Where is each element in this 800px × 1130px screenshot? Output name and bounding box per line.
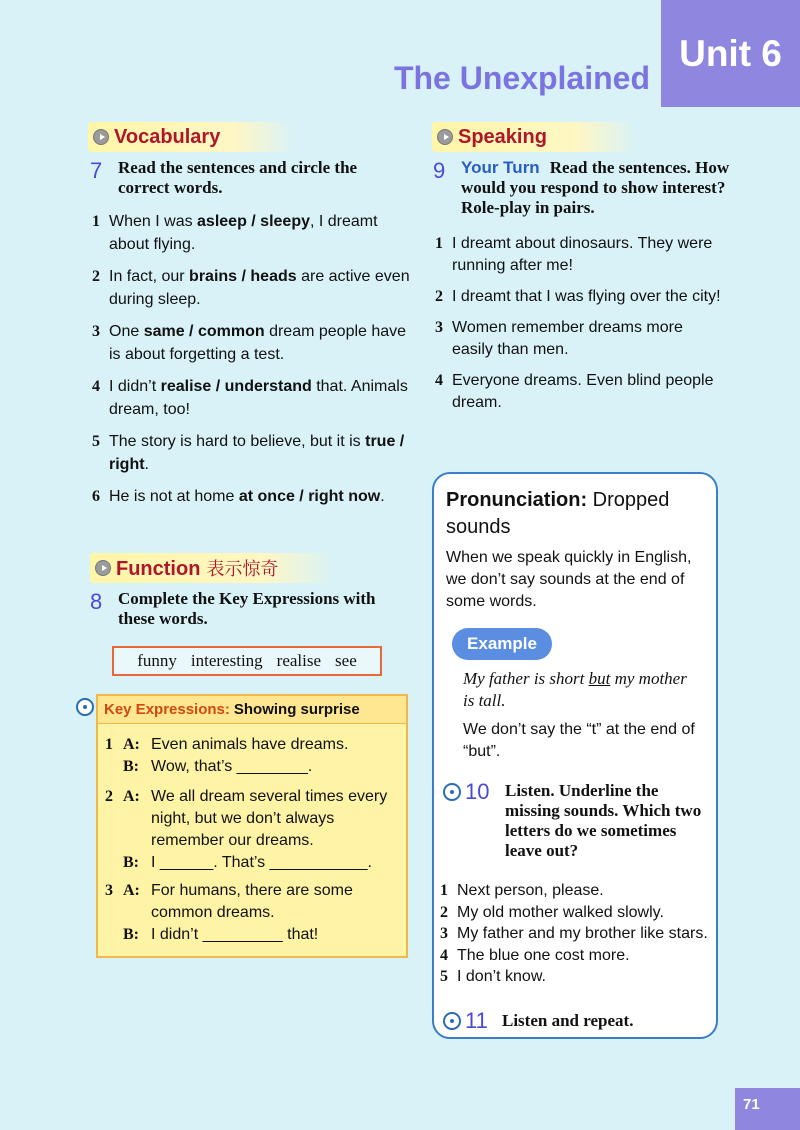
item-number: 4: [92, 378, 100, 395]
exercise-instruction: Read the sentences. How would you respond to show interest? Role-play in pairs.: [461, 158, 730, 217]
key-expressions-title: Showing surprise: [233, 701, 360, 718]
list-item: [440, 902, 716, 924]
exercise-number: 9: [433, 158, 446, 183]
list-item: [92, 485, 412, 508]
list-item: [435, 370, 727, 414]
word-choice[interactable]: realise / understand: [160, 378, 312, 395]
list-item: [92, 265, 412, 311]
exercise-number: 8: [90, 589, 103, 614]
item-text: He is not at home: [109, 488, 239, 505]
item-text: In fact, our: [109, 268, 190, 285]
item-number: 3: [440, 925, 448, 942]
item-text: .: [144, 456, 149, 473]
item-number: 6: [92, 488, 100, 505]
audio-cd-icon[interactable]: [443, 783, 461, 801]
key-expressions-box: [96, 694, 408, 958]
dialog-line: We all dream several times every night, but we don’t always remember our dreams.: [151, 788, 388, 849]
item-text: Everyone dreams. Even blind people dream.: [452, 372, 714, 411]
pronunciation-intro: When we speak quickly in English, we don’t say sounds at the end of some words.: [446, 549, 692, 610]
exercise-number: 10: [465, 779, 490, 804]
example-text: my mother is tall.: [463, 669, 687, 710]
word-bank: [112, 646, 382, 676]
speaker: B:: [123, 854, 139, 871]
list-item: [440, 945, 716, 967]
item-text: I dreamt about dinosaurs. They were running after me!: [452, 235, 713, 274]
item-number: 2: [92, 268, 100, 285]
list-item: [440, 966, 716, 988]
dialog-line: For humans, there are some common dreams.: [151, 882, 353, 921]
vocabulary-heading: Vocabulary: [114, 125, 221, 148]
speaker: B:: [123, 926, 139, 943]
exercise-8-instruction: [90, 589, 410, 629]
item-text: I didn’t: [109, 378, 161, 395]
exercise-instruction: Complete the Key Expressions with these words.: [118, 589, 376, 628]
word-bank-item: see: [335, 651, 357, 670]
item-text: dream people have is about forgetting a test.: [109, 323, 407, 363]
dialog-line: Wow, that’s ________.: [151, 758, 313, 775]
pronunciation-title: [446, 487, 708, 541]
function-heading: Function: [116, 558, 201, 580]
exercise-9-instruction: [433, 158, 733, 218]
list-item: [92, 375, 412, 421]
speaker: A:: [123, 882, 140, 899]
list-item: [92, 210, 412, 256]
exercise-10-instruction: Listen. Underline the missing sounds. Which two letters do we sometimes leave out?: [505, 781, 702, 860]
word-bank-item: interesting: [190, 651, 263, 670]
item-number: 1: [92, 213, 100, 230]
item-text: I don’t know.: [457, 968, 546, 985]
audio-cd-icon[interactable]: [76, 698, 94, 716]
key-expressions-header: [98, 696, 406, 724]
dialog-line: Even animals have dreams.: [151, 736, 349, 753]
item-number: 4: [440, 946, 448, 964]
item-number: 1: [440, 882, 448, 899]
list-item: [92, 320, 412, 366]
speaking-section-header: [432, 122, 637, 152]
example-badge: Example: [452, 628, 552, 660]
item-number: 3: [435, 319, 443, 336]
example-underlined-word: but: [588, 669, 611, 688]
exercise-10-list: [440, 880, 716, 988]
item-number: 5: [92, 433, 100, 450]
item-text: are active even during sleep.: [109, 268, 410, 308]
list-item: [435, 317, 727, 361]
item-number: 3: [92, 323, 100, 340]
list-item: [435, 286, 727, 308]
item-text: Women remember dreams more easily than men.: [452, 319, 683, 358]
word-choice[interactable]: same / common: [143, 323, 265, 340]
example-sentence: [463, 668, 693, 712]
key-expressions-label: Key Expressions:: [104, 701, 230, 718]
item-text: Next person, please.: [457, 882, 604, 899]
example-note: We don’t say the “t” at the end of “but”.: [463, 721, 695, 760]
item-number: 1: [435, 235, 443, 252]
item-text: I dreamt that I was flying over the city!: [452, 288, 721, 305]
dialog-number: 3: [105, 882, 113, 899]
word-bank-item: realise: [276, 651, 322, 670]
dialog-number: 1: [105, 736, 113, 753]
audio-cd-icon[interactable]: [443, 1012, 461, 1030]
item-text: The blue one cost more.: [457, 946, 630, 964]
word-choice[interactable]: true / right: [109, 433, 405, 473]
item-text: My old mother walked slowly.: [457, 903, 664, 921]
item-number: 4: [435, 372, 443, 389]
function-section-header: [90, 553, 335, 583]
speaking-heading: Speaking: [458, 125, 547, 148]
list-item: [92, 430, 412, 476]
exercise-number: 7: [90, 158, 103, 183]
dialog-number: 2: [105, 788, 113, 805]
speaker: B:: [123, 758, 139, 775]
item-text: My father and my brother like stars.: [457, 925, 708, 942]
word-choice[interactable]: brains / heads: [189, 268, 297, 285]
function-heading-cn: 表示惊奇: [206, 559, 279, 580]
exercise-instruction: Read the sentences and circle the correct words.: [118, 158, 358, 197]
pronunciation-title-rest: Dropped sounds: [446, 489, 670, 538]
item-number: 2: [440, 903, 448, 921]
list-item: [440, 880, 716, 902]
vocabulary-list: [92, 210, 412, 508]
item-text: When I was: [109, 213, 198, 230]
item-number: 2: [435, 288, 443, 305]
item-text: One: [109, 323, 144, 340]
page-number: 71: [735, 1088, 800, 1130]
unit-tab: Unit 6: [661, 0, 800, 107]
list-item: [440, 923, 716, 945]
word-bank-item: funny: [137, 651, 177, 670]
item-text: , I dreamt about flying.: [109, 213, 378, 253]
example-text: My father is short: [463, 669, 589, 688]
speaking-list: [435, 233, 727, 414]
vocabulary-section-header: [88, 122, 296, 152]
item-number: 5: [440, 968, 448, 985]
word-choice[interactable]: at once / right now: [238, 488, 381, 505]
pronunciation-title-bold: Pronunciation:: [446, 489, 588, 511]
dialog-1: [105, 734, 400, 778]
dialog-3: [105, 880, 400, 946]
speaker: A:: [123, 736, 140, 753]
dialog-2: [105, 786, 400, 874]
speaker: A:: [123, 788, 140, 805]
play-icon: [437, 129, 453, 145]
play-icon: [93, 129, 109, 145]
your-turn-label: Your Turn: [461, 158, 540, 177]
exercise-number: 11: [465, 1008, 488, 1033]
dialog-line: I didn’t _________ that!: [151, 926, 319, 943]
dialog-line: I ______. That’s ___________.: [151, 854, 372, 871]
item-text: .: [380, 488, 385, 505]
item-text: that. Animals dream, too!: [109, 378, 408, 418]
exercise-7-instruction: [90, 158, 410, 198]
item-text: The story is hard to believe, but it is: [109, 433, 366, 450]
list-item: [435, 233, 727, 277]
exercise-11-instruction: Listen and repeat.: [502, 1011, 634, 1030]
word-choice[interactable]: asleep / sleepy: [197, 213, 310, 230]
play-icon: [95, 560, 111, 576]
page-title: The Unexplained: [393, 60, 650, 96]
